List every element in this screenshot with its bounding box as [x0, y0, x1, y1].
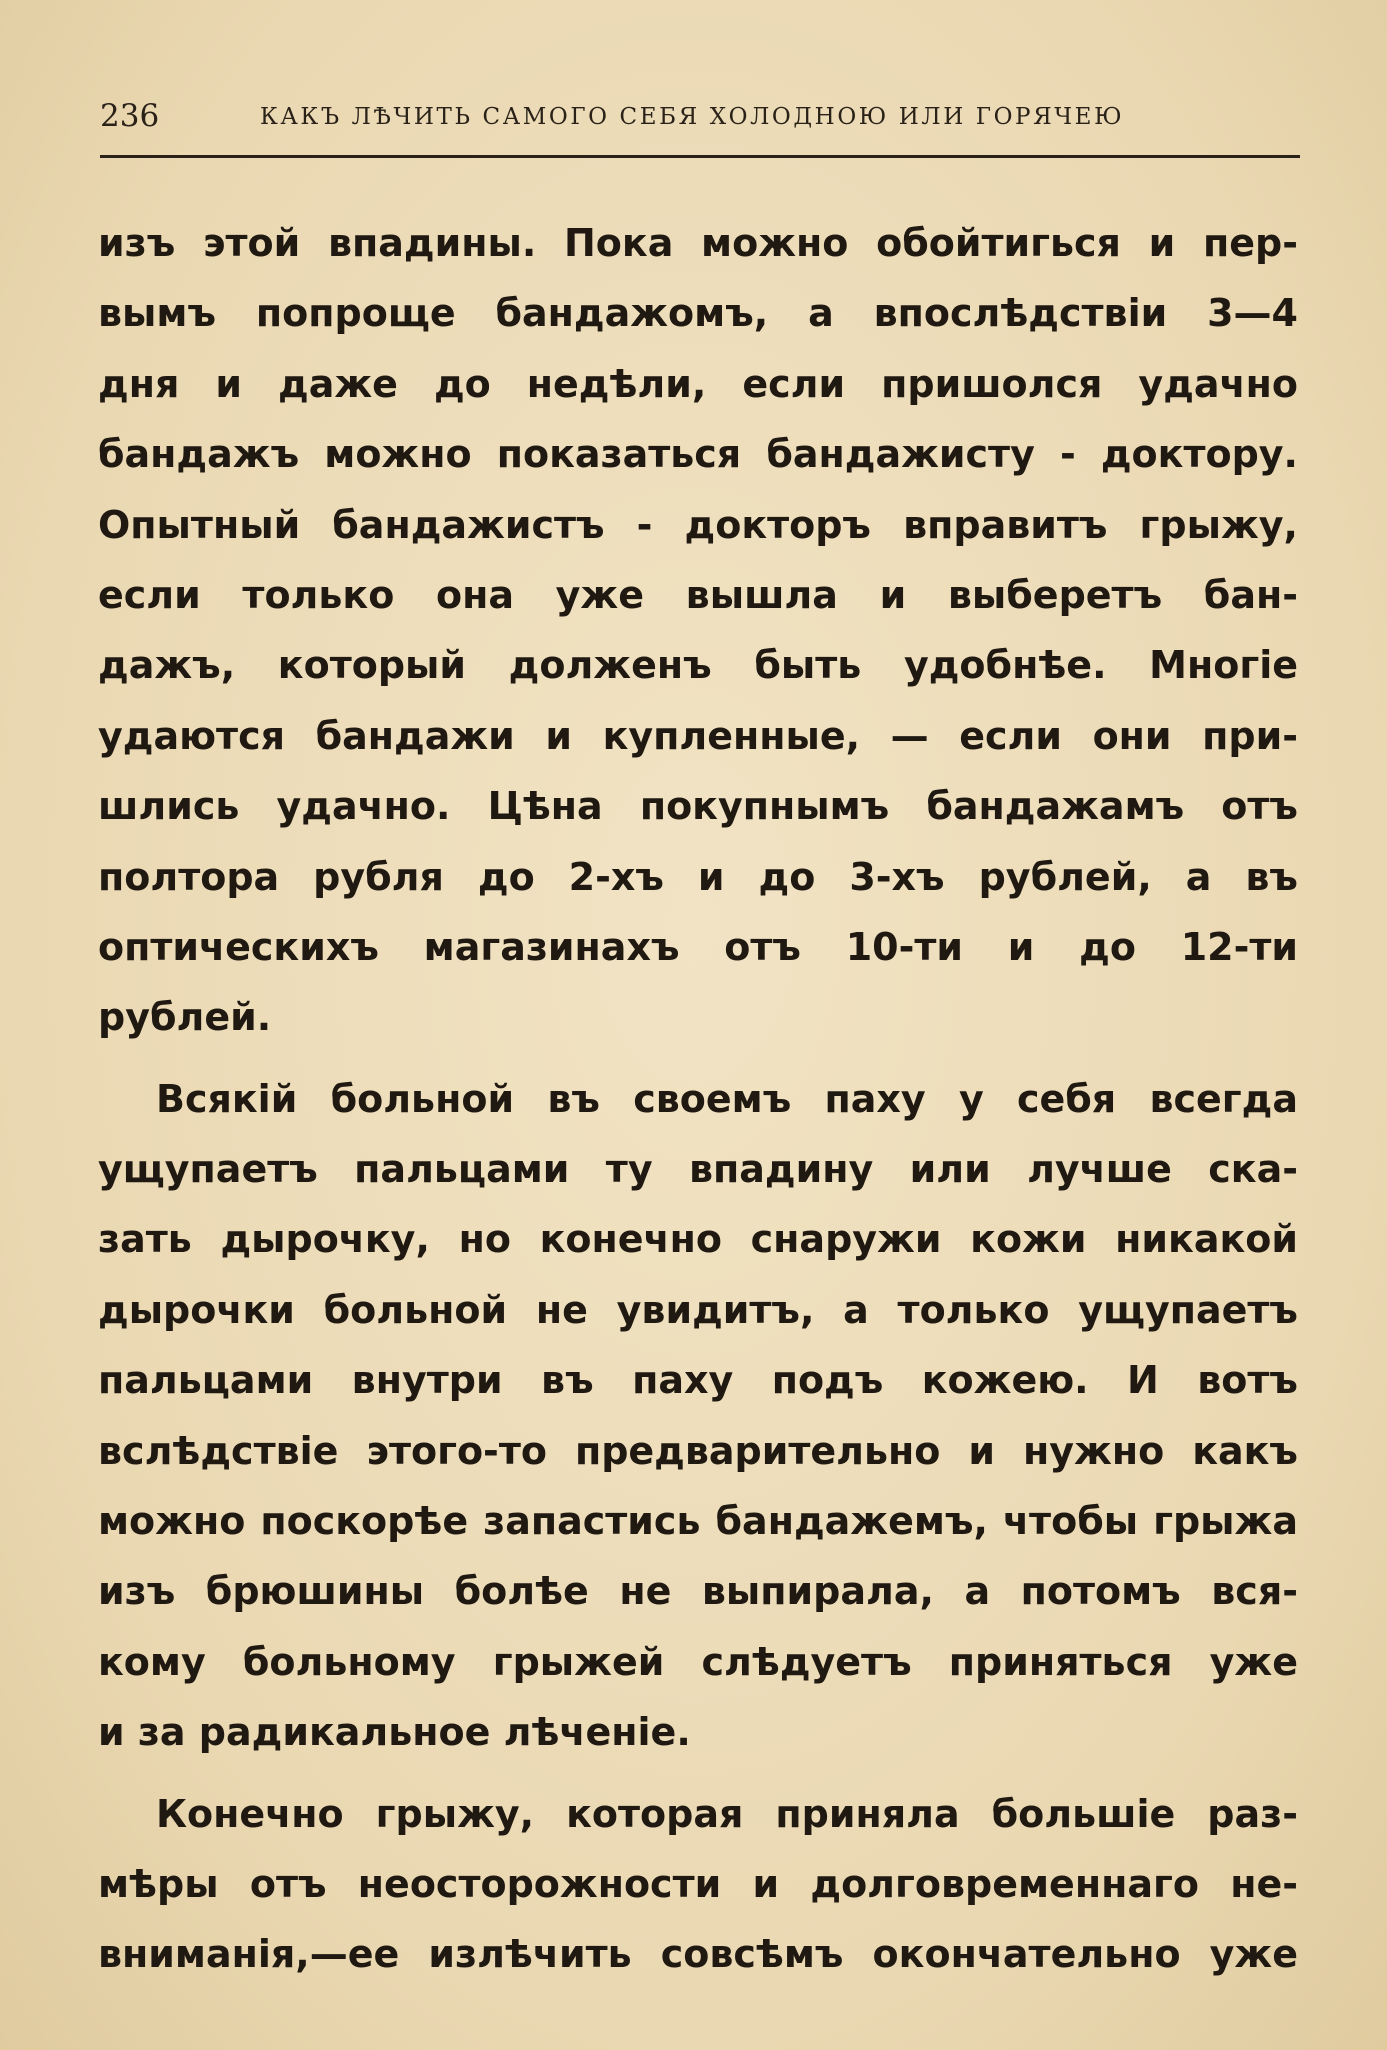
- running-title: КАКЪ ЛѢЧИТЬ САМОГО СЕБЯ ХОЛОДНОЮ ИЛИ ГОРЯЧЕЮ: [260, 104, 1125, 130]
- text-line: изъ брюшины болѣе не выпирала, а потомъ вся-: [98, 1569, 1298, 1614]
- text-line: и за радикальное лѣченіе.: [98, 1710, 691, 1755]
- text-line: вслѣдствіе этого-то предварительно и нужно какъ: [98, 1428, 1298, 1473]
- text-line: кому больному грыжей слѣдуетъ приняться уже: [98, 1639, 1298, 1684]
- text-line: рублей.: [98, 995, 272, 1040]
- text-line: пальцами внутри въ паху подъ кожею. И вотъ: [98, 1358, 1298, 1403]
- paragraph-2: [98, 1064, 1298, 1768]
- paragraph-3: [98, 1779, 1298, 1990]
- text-line: дажъ, который долженъ быть удобнѣе. Многіе: [98, 643, 1298, 688]
- text-line: вниманія,—ее излѣчить совсѣмъ окончательно уже: [98, 1932, 1298, 1977]
- text-line: изъ этой впадины. Пока можно обойтигься и пер-: [98, 221, 1298, 265]
- page-header: [100, 96, 1300, 140]
- body-text: [98, 208, 1298, 1990]
- header-rule: [100, 155, 1300, 158]
- text-line: бандажъ можно показаться бандажисту - доктору.: [98, 432, 1298, 477]
- text-line: дырочки больной не увидитъ, а только ущупаетъ: [98, 1287, 1298, 1332]
- text-line: Опытный бандажистъ - докторъ вправитъ грыжу,: [98, 502, 1298, 547]
- text-line: удаются бандажи и купленные, — если они при-: [98, 713, 1298, 758]
- text-line: зать дырочку, но конечно снаружи кожи никакой: [98, 1217, 1298, 1262]
- text-line: мѣры отъ неосторожности и долговременнаго не-: [98, 1861, 1298, 1906]
- text-line: полтора рубля до 2-хъ и до 3-хъ рублей, а въ: [98, 854, 1298, 899]
- paragraph-1: [98, 208, 1298, 1053]
- text-line: можно поскорѣе запастись бандажемъ, чтобы грыжа: [98, 1499, 1298, 1544]
- text-line: ущупаетъ пальцами ту впадину или лучше ска-: [98, 1147, 1298, 1192]
- text-line: вымъ попроще бандажомъ, а впослѣдствіи 3—4: [98, 291, 1298, 336]
- text-line: если только она уже вышла и выберетъ бан-: [98, 572, 1298, 617]
- text-line: Всякій больной въ своемъ паху у себя всегда: [156, 1076, 1298, 1121]
- text-line: Конечно грыжу, которая приняла большіе раз-: [156, 1791, 1298, 1836]
- page-number: 236: [100, 98, 160, 134]
- text-line: оптическихъ магазинахъ отъ 10-ти и до 12-ти: [98, 924, 1298, 969]
- text-line: шлись удачно. Цѣна покупнымъ бандажамъ отъ: [98, 784, 1298, 829]
- text-line: дня и даже до недѣли, если пришолся удачно: [98, 361, 1298, 406]
